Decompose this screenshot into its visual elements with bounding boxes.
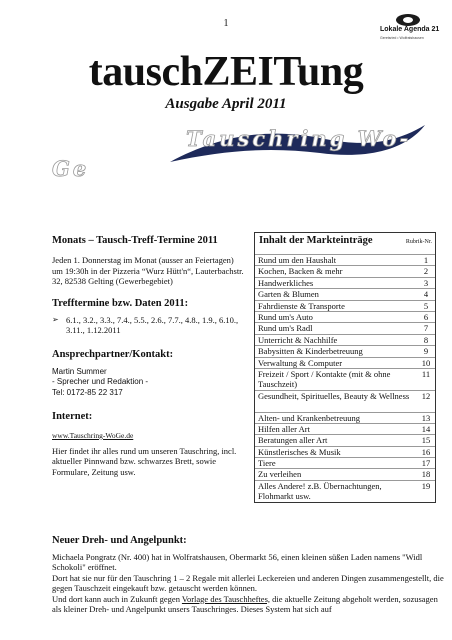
- table-row: [255, 277, 435, 288]
- issue-label: Ausgabe April 2011: [165, 96, 287, 112]
- category-number: 3: [423, 277, 429, 288]
- category-label: Rund um's Radl: [258, 323, 313, 334]
- table-row: [255, 423, 435, 434]
- table-row: [255, 288, 435, 299]
- category-label: Freizeit / Sport / Kontakte (mit & ohne Tauschzeit): [258, 368, 391, 390]
- table-title: Inhalt der Markteinträge: [259, 235, 373, 246]
- category-number: 16: [421, 446, 431, 457]
- table-row: [255, 446, 435, 457]
- category-label: Beratungen aller Art: [258, 435, 328, 446]
- table-header: [255, 233, 435, 254]
- contact-block: [52, 367, 244, 399]
- page-number: 1: [223, 18, 229, 29]
- category-label: Handwerkliches: [258, 277, 314, 288]
- arrow-bullet-icon: ➢: [52, 314, 59, 324]
- category-label: Babysitten & Kinderbetreuung: [258, 346, 363, 357]
- category-label: Unterricht & Nachhilfe: [258, 334, 338, 345]
- contact-phone: Tel: 0172-85 22 317: [52, 387, 123, 397]
- angelpunkt-paragraph-2: Dort hat sie nur für den Tauschring 1 – 2 Regale mit allerlei Leckereien und anderen Dingen zusammengestellt, die gegen Tauschzeit eingekauft bzw. getauscht werden können.: [52, 572, 444, 593]
- category-label: Gesundheit, Spirituelles, Beauty & Wellness: [258, 390, 410, 401]
- category-label: Alles Andere! z.B. Übernachtungen, Flohmarkt usw.: [258, 480, 382, 502]
- globe-icon: [396, 14, 420, 26]
- table-row: [255, 311, 435, 322]
- tauschheft-link-text: Vorlage des Tauschheftes,: [181, 593, 271, 604]
- category-label: Künstlerisches & Musik: [258, 446, 341, 457]
- trefftermine-heading: Trefftermine bzw. Daten 2011:: [52, 297, 189, 309]
- angelpunkt-section: [52, 536, 444, 615]
- contact-heading: Ansprechpartner/Kontakt:: [52, 348, 174, 360]
- table-row: [255, 300, 435, 311]
- termine-text: Jeden 1. Donnerstag im Monat (ausser an Feiertagen) um 19:30h in der Pizzeria “Wurz Hütt'n“, Lauterbachstr. 32, 82538 Gelting (Gewerbegebiet): [52, 255, 244, 286]
- rubrik-label: Rubrik-Nr.: [405, 239, 432, 245]
- category-number: 2: [423, 266, 429, 277]
- table-row: [255, 368, 435, 390]
- category-label: Kochen, Backen & mehr: [258, 266, 343, 277]
- angelpunkt-heading: Neuer Dreh- und Angelpunkt:: [52, 535, 187, 546]
- table-row: [255, 390, 435, 412]
- category-number: 4: [423, 289, 429, 300]
- internet-description: Hier findet ihr alles rund um unseren Tauschring, incl. aktueller Pinnwand bzw. schwarzes Brett, sowie Formulare, Zeitung usw.: [52, 445, 237, 477]
- category-number: 19: [421, 480, 431, 491]
- logo-name: Lokale Agenda 21: [380, 26, 440, 33]
- angelpunkt-text-b: die aktuelle Zeitung abgeholt werden, sozusagen als kleiner Dreh- und Angelpunkt unsers Tauschringes. Dieses System hat sich auf: [52, 593, 438, 614]
- termine-heading: Monats – Tausch-Treff-Termine 2011: [52, 235, 218, 246]
- table-row: [255, 457, 435, 468]
- category-label: Garten & Blumen: [258, 289, 319, 300]
- market-categories-table: [254, 232, 436, 503]
- category-label: Tiere: [258, 458, 276, 469]
- table-row: [255, 265, 435, 276]
- masthead-title: tauschZEITung: [88, 49, 364, 95]
- table-body: [255, 254, 435, 502]
- table-row: [255, 480, 435, 502]
- left-column: [52, 234, 244, 477]
- table-row: [255, 434, 435, 445]
- contact-name: Martin Summer: [52, 366, 107, 376]
- contact-role: - Sprecher und Redaktion -: [52, 377, 149, 386]
- table-row: [255, 468, 435, 479]
- category-number: 18: [421, 469, 431, 480]
- trefftermine-bullet: [52, 315, 244, 336]
- agenda-21-logo: [378, 14, 442, 44]
- category-number: 15: [421, 435, 431, 446]
- table-row: [255, 357, 435, 368]
- table-row: [255, 345, 435, 356]
- angelpunkt-text-a: Und dort kann auch in Zukunft gegen: [52, 593, 182, 604]
- category-label: Rund um's Auto: [258, 311, 313, 322]
- category-label: Zu verleihen: [258, 469, 302, 480]
- category-number: 11: [421, 368, 431, 379]
- masthead-subtitle-line2: Ge: [52, 156, 90, 181]
- angelpunkt-paragraph-1: Michaela Pongratz (Nr. 400) hat in Wolfratshausen, Obermarkt 56, einen kleinen süßen Laden namens "Widl Schokoli" eröffnet.: [52, 551, 423, 572]
- masthead-subtitle-line1: Tauschring Wo-: [186, 126, 412, 151]
- table-row: [255, 412, 435, 423]
- category-number: 9: [423, 346, 429, 357]
- website-link[interactable]: www.Tauschring-WoGe.de: [52, 431, 134, 440]
- category-number: 13: [421, 412, 431, 423]
- category-label: Rund um den Haushalt: [258, 255, 337, 265]
- category-label: Hilfen aller Art: [258, 423, 310, 434]
- logo-tagline: Geretsried • Wolfratshausen: [380, 36, 424, 40]
- category-number: 12: [421, 390, 431, 401]
- category-number: 14: [421, 423, 431, 434]
- category-label: Verwaltung & Computer: [258, 357, 343, 368]
- category-number: 1: [423, 255, 429, 265]
- category-number: 5: [423, 300, 429, 311]
- category-number: 7: [423, 323, 429, 334]
- internet-heading: Internet:: [52, 411, 93, 422]
- table-row: [255, 322, 435, 333]
- angelpunkt-paragraph-3: [52, 594, 444, 615]
- category-number: 17: [421, 458, 431, 469]
- category-number: 10: [421, 357, 431, 368]
- table-row: [255, 254, 435, 265]
- trefftermine-dates: 6.1., 3.2., 3.3., 7.4., 5.5., 2.6., 7.7., 4.8., 1.9., 6.10., 3.11., 1.12.2011: [66, 314, 239, 335]
- category-label: Fahrdienste & Transporte: [258, 300, 345, 311]
- category-number: 8: [423, 334, 429, 345]
- category-number: 6: [423, 311, 429, 322]
- category-label: Alten- und Krankenbetreuung: [258, 412, 360, 423]
- table-row: [255, 334, 435, 345]
